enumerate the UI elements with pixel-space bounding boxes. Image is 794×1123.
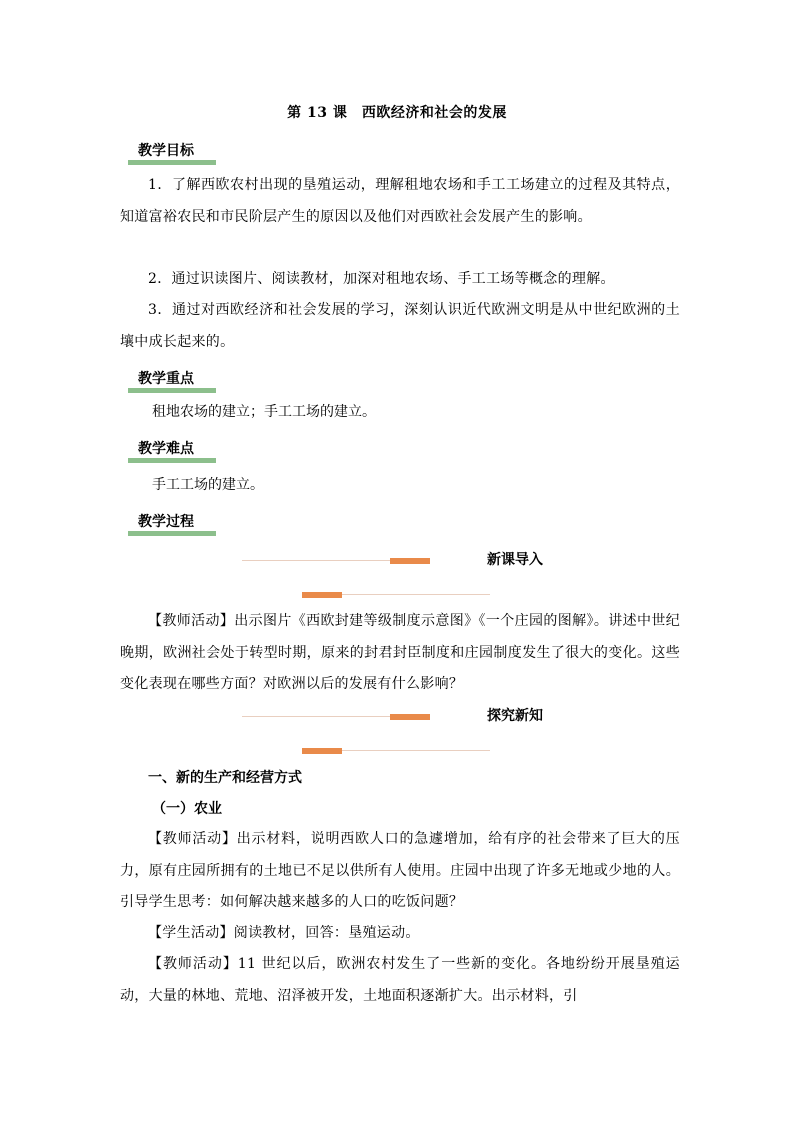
divider-accent: [302, 748, 342, 754]
section-heading-bar: [128, 458, 216, 463]
divider-explore: [0, 706, 794, 754]
section-heading-bar: [128, 160, 216, 165]
body-paragraph-1: 【教师活动】出示材料，说明西欧人口的急遽增加，给有序的社会带来了巨大的压力，原有庄园所拥有的土地已不足以供所有人使用。庄园中出现了许多无地或少地的人。引导学生思考：如何解决越来越多的人口的吃饭问题？: [120, 831, 680, 910]
divider-label: 新课导入: [487, 552, 543, 568]
section-heading-label: 教学难点: [138, 441, 194, 457]
sub1-heading: （一）农业: [152, 801, 222, 817]
difficulties-text: 手工工场的建立。: [152, 477, 264, 493]
section-heading-goals: [128, 140, 216, 166]
page-title: 第 13 课 西欧经济和社会的发展: [287, 105, 507, 121]
divider-accent: [302, 592, 342, 598]
section-heading-label: 教学过程: [138, 514, 194, 530]
section-heading-bar: [128, 388, 216, 393]
section-heading-bar: [128, 531, 216, 536]
goal-item-3: 3．通过对西欧经济和社会发展的学习，深刻认识近代欧洲文明是从中世纪欧洲的土壤中成长起来的。: [120, 302, 680, 350]
part1-heading: 一、新的生产和经营方式: [148, 770, 302, 786]
divider-accent: [390, 714, 430, 720]
section-heading-label: 教学目标: [138, 143, 194, 159]
body-paragraph-2: 【学生活动】阅读教材，回答：垦殖运动。: [148, 925, 420, 941]
section-heading-label: 教学重点: [138, 371, 194, 387]
intro-paragraph: 【教师活动】出示图片《西欧封建等级制度示意图》《一个庄园的图解》。讲述中世纪晚期，欧洲社会处于转型时期，原来的封君封臣制度和庄园制度发生了很大的变化。这些变化表现在哪些方面？对欧洲以后的发展有什么影响？: [120, 613, 680, 692]
key-points-text: 租地农场的建立；手工工场的建立。: [152, 404, 376, 420]
goal-item-2: 2．通过识读图片、阅读教材，加深对租地农场、手工工场等概念的理解。: [148, 271, 615, 287]
section-heading-difficulties: [128, 438, 216, 464]
section-heading-process: [128, 511, 216, 537]
section-heading-key-points: [128, 368, 216, 394]
goal-item-1: 1．了解西欧农村出现的垦殖运动，理解租地农场和手工工场建立的过程及其特点，知道富裕农民和市民阶层产生的原因以及他们对西欧社会发展产生的影响。: [120, 177, 680, 225]
divider-accent: [390, 558, 430, 564]
divider-label: 探究新知: [487, 708, 543, 724]
body-paragraph-3: 【教师活动】11 世纪以后，欧洲农村发生了一些新的变化。各地纷纷开展垦殖运动，大量的林地、荒地、沼泽被开发，土地面积逐渐扩大。出示材料，引: [120, 956, 680, 1004]
divider-intro: [0, 550, 794, 598]
